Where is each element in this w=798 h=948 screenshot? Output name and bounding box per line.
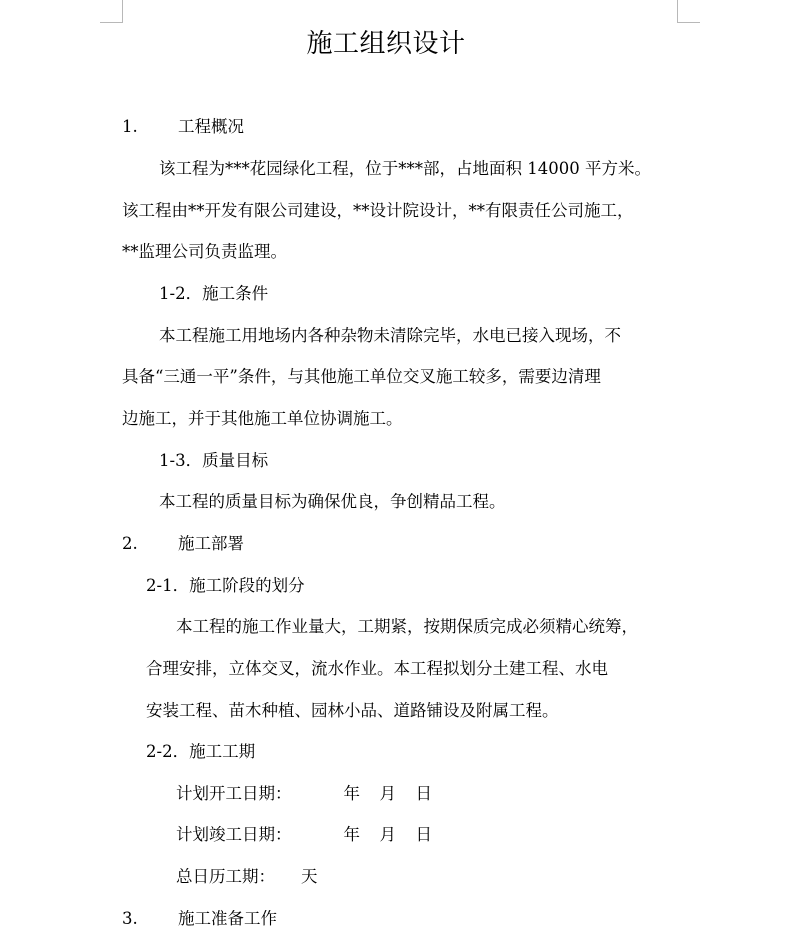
paragraph-line: 本工程的质量目标为确保优良，争创精品工程。 <box>159 492 506 511</box>
total-duration-row <box>176 865 318 889</box>
subsection-1-3-heading: 1-3．质量目标 <box>159 451 269 470</box>
paragraph-line: 边施工，并于其他施工单位协调施工。 <box>122 409 403 428</box>
total-duration-label: 总日历工期： <box>176 867 275 886</box>
paragraph-line: 该工程由**开发有限公司建设，**设计院设计，**有限责任公司施工， <box>122 201 634 220</box>
document-title: 施工组织设计 <box>306 29 466 59</box>
planned-end-date-row <box>176 823 432 847</box>
paragraph-line: **监理公司负责监理。 <box>122 242 287 261</box>
crop-mark-top-left <box>100 0 123 23</box>
planned-start-date-label: 计划开工日期： <box>176 784 292 803</box>
section-1-number: 1. <box>122 117 138 136</box>
paragraph-line: 安装工程、苗木种植、园林小品、道路铺设及附属工程。 <box>146 701 559 720</box>
paragraph-line: 合理安排，立体交叉，流水作业。本工程拟划分土建工程、水电 <box>146 659 608 678</box>
planned-end-date-label: 计划竣工日期： <box>176 825 292 844</box>
subsection-2-2-heading: 2-2．施工工期 <box>146 742 256 761</box>
subsection-2-1-heading: 2-1．施工阶段的划分 <box>146 576 305 595</box>
crop-mark-top-right <box>677 0 700 23</box>
paragraph-line: 具备“三通一平”条件，与其他施工单位交叉施工较多，需要边清理 <box>122 367 601 386</box>
section-3-heading <box>122 907 277 931</box>
section-1-title: 工程概况 <box>178 117 244 136</box>
section-2-number: 2. <box>122 534 138 553</box>
day-unit: 日 <box>415 825 432 844</box>
month-unit: 月 <box>379 784 396 803</box>
year-unit: 年 <box>343 784 360 803</box>
section-3-number: 3. <box>122 909 138 928</box>
planned-start-date-row <box>176 782 432 806</box>
paragraph-line: 本工程施工用地场内各种杂物未清除完毕，水电已接入现场，不 <box>159 326 621 345</box>
section-2-title: 施工部署 <box>178 534 244 553</box>
month-unit: 月 <box>379 825 396 844</box>
day-unit: 日 <box>415 784 432 803</box>
days-unit: 天 <box>301 867 318 886</box>
section-2-heading <box>122 532 244 556</box>
year-unit: 年 <box>343 825 360 844</box>
paragraph-line: 该工程为***花园绿化工程，位于***部，占地面积 14000 平方米。 <box>159 159 651 178</box>
section-1-heading <box>122 115 244 139</box>
subsection-1-2-heading: 1-2．施工条件 <box>159 284 269 303</box>
section-3-title: 施工准备工作 <box>178 909 277 928</box>
paragraph-line: 本工程的施工作业量大，工期紧，按期保质完成必须精心统筹， <box>176 617 638 636</box>
